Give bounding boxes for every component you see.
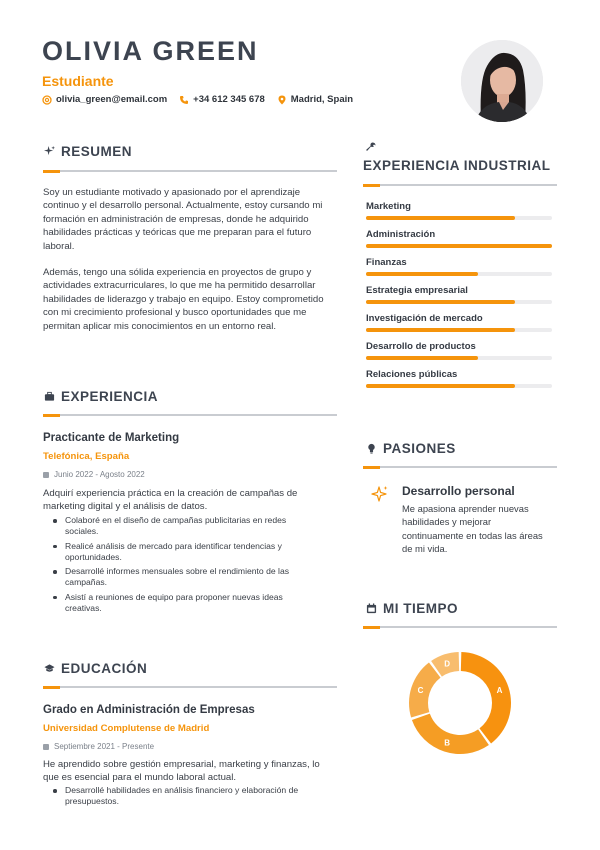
passions-heading-label: PASIONES bbox=[383, 441, 456, 456]
location-pin-icon bbox=[277, 95, 287, 105]
job-dates-text: Junio 2022 - Agosto 2022 bbox=[54, 470, 145, 479]
time-heading bbox=[366, 601, 458, 616]
industry-heading-label: EXPERIENCIA INDUSTRIAL bbox=[363, 158, 551, 173]
school-name: Universidad Complutense de Madrid bbox=[43, 723, 210, 734]
summary-divider bbox=[43, 170, 337, 172]
list-item: Asistí a reuniones de equipo para proponer nuevas ideas creativas. bbox=[43, 592, 313, 615]
location-text: Madrid, Spain bbox=[290, 94, 354, 105]
summary-paragraph-1: Soy un estudiante motivado y apasionado por el aprendizaje continuo y el desarrollo personal. Actualmente, estoy cursando mi formación en administración de empresas, donde he adquirido habilidades prácticas y teóricas que me preparan para el futuro laboral. bbox=[43, 187, 323, 252]
avatar bbox=[461, 40, 543, 122]
lightbulb-icon bbox=[366, 443, 377, 454]
industry-divider bbox=[363, 184, 557, 186]
wrench-icon bbox=[366, 142, 376, 152]
experience-divider bbox=[43, 414, 337, 416]
skill-bar-fill bbox=[366, 356, 478, 360]
passion-description: Me apasiona aprender nuevas habilidades y mejorar continuamente en todas las áreas de mi vida. bbox=[402, 503, 543, 555]
donut-label-d: D bbox=[444, 659, 451, 669]
phone-icon bbox=[179, 95, 189, 105]
skill-bar-fill bbox=[366, 216, 515, 220]
education-dates-text: Septiembre 2021 - Presente bbox=[54, 742, 155, 751]
education-dates bbox=[43, 742, 154, 751]
skill-item bbox=[366, 341, 552, 369]
degree-title: Grado en Administración de Empresas bbox=[43, 704, 255, 716]
skill-bar-track bbox=[366, 328, 552, 332]
skill-bar-track bbox=[366, 244, 552, 248]
skill-bar-fill bbox=[366, 300, 515, 304]
summary-paragraph-2: Además, tengo una sólida experiencia en proyectos de grupo y actividades extracurriculares, lo que me ha permitido desarrollar habilidades de liderazgo y trabajo en equipo. Estoy comprometido con mi crecimiento profesional y busco oportunidades que me permitan aplicar mis conocimientos en un entorno real. bbox=[43, 267, 324, 332]
passions-heading bbox=[366, 441, 456, 456]
contact-email[interactable] bbox=[42, 94, 167, 105]
job-dates bbox=[43, 470, 145, 479]
donut-label-a: A bbox=[496, 686, 503, 696]
skill-bar-track bbox=[366, 384, 552, 388]
skill-item bbox=[366, 201, 552, 229]
skill-item bbox=[366, 369, 552, 397]
contact-phone[interactable] bbox=[179, 94, 265, 105]
donut-slice-a bbox=[461, 652, 511, 743]
skill-bar-fill bbox=[366, 384, 515, 388]
skill-item bbox=[366, 229, 552, 257]
graduation-cap-icon bbox=[44, 663, 55, 674]
skill-label: Relaciones públicas bbox=[366, 369, 458, 380]
job-title: Practicante de Marketing bbox=[43, 432, 180, 444]
list-item: Realicé análisis de mercado para identificar tendencias y oportunidades. bbox=[43, 541, 313, 564]
donut-slice-b bbox=[412, 714, 489, 754]
skill-label: Marketing bbox=[366, 201, 411, 212]
donut-label-b: B bbox=[444, 738, 451, 748]
time-donut-chart bbox=[405, 648, 515, 758]
skill-label: Finanzas bbox=[366, 257, 407, 268]
list-item: Colaboré en el diseño de campañas publicitarias en redes sociales. bbox=[43, 515, 313, 538]
email-text: olivia_green@email.com bbox=[56, 94, 168, 105]
list-item: Desarrollé informes mensuales sobre el rendimiento de las campañas. bbox=[43, 566, 313, 589]
experience-heading bbox=[44, 389, 158, 404]
skill-bar-track bbox=[366, 216, 552, 220]
skill-bar-fill bbox=[366, 272, 478, 276]
time-heading-label: MI TIEMPO bbox=[383, 601, 458, 616]
sparkle-icon bbox=[44, 146, 55, 157]
donut-label-c: C bbox=[417, 686, 424, 696]
education-description: He aprendido sobre gestión empresarial, marketing y finanzas, lo que es esencial para el mundo laboral actual. bbox=[43, 759, 320, 784]
at-sign-icon bbox=[42, 95, 52, 105]
briefcase-icon bbox=[44, 391, 55, 402]
skill-label: Estrategia empresarial bbox=[366, 285, 468, 296]
skill-bar-track bbox=[366, 356, 552, 360]
skill-label: Desarrollo de productos bbox=[366, 341, 476, 352]
donut-slice-c bbox=[409, 663, 441, 718]
calendar-icon bbox=[43, 744, 49, 750]
contact-bar bbox=[42, 94, 353, 105]
passion-title: Desarrollo personal bbox=[402, 484, 515, 498]
profile-photo bbox=[461, 40, 543, 122]
experience-heading-label: EXPERIENCIA bbox=[61, 389, 159, 404]
phone-text: +34 612 345 678 bbox=[193, 94, 265, 105]
skill-list bbox=[366, 201, 552, 397]
contact-location bbox=[277, 94, 353, 105]
education-heading-label: EDUCACIÓN bbox=[61, 661, 148, 676]
education-divider bbox=[43, 686, 337, 688]
skill-label: Administración bbox=[366, 229, 436, 240]
job-bullets bbox=[43, 515, 313, 617]
calendar-icon bbox=[366, 603, 377, 614]
summary-heading-label: RESUMEN bbox=[61, 144, 133, 159]
list-item: Desarrollé habilidades en análisis financiero y elaboración de presupuestos. bbox=[43, 785, 325, 808]
skill-bar-track bbox=[366, 300, 552, 304]
candidate-role: Estudiante bbox=[42, 73, 114, 89]
skill-item bbox=[366, 257, 552, 285]
time-divider bbox=[363, 626, 557, 628]
skill-bar-track bbox=[366, 272, 552, 276]
skill-item bbox=[366, 285, 552, 313]
summary-heading bbox=[44, 144, 132, 159]
candidate-name: OLIVIA GREEN bbox=[42, 36, 259, 66]
job-description: Adquirí experiencia práctica en la creación de campañas de marketing digital y el análisis de datos. bbox=[43, 488, 298, 513]
skill-label: Investigación de mercado bbox=[366, 313, 483, 324]
skill-bar-fill bbox=[366, 328, 515, 332]
calendar-icon bbox=[43, 472, 49, 478]
education-bullets bbox=[43, 785, 325, 811]
job-company: Telefónica, España bbox=[43, 451, 130, 462]
industry-heading bbox=[363, 158, 551, 173]
skill-item bbox=[366, 313, 552, 341]
skill-bar-fill bbox=[366, 244, 552, 248]
passions-divider bbox=[363, 466, 557, 468]
education-heading bbox=[44, 661, 147, 676]
sparkles-icon bbox=[371, 485, 389, 503]
